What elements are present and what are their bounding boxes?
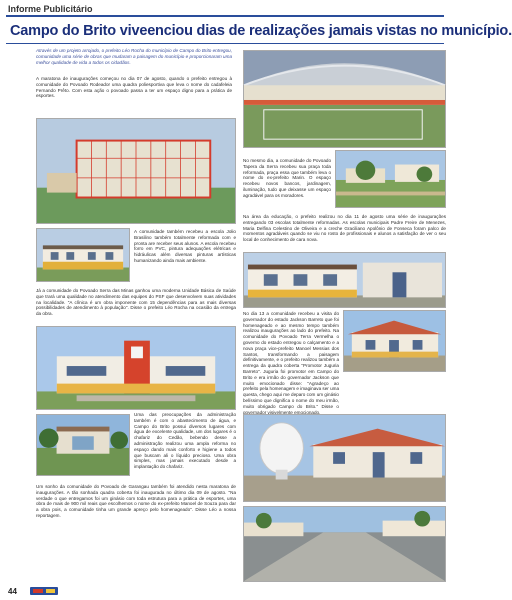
school-building-photo xyxy=(36,228,130,282)
page-headline: Campo do Brito viveenciou dias de realizações jamais vistas no município. xyxy=(10,23,512,39)
sports-court-photo xyxy=(36,118,236,224)
school-building-photo-2 xyxy=(243,252,446,308)
lead-paragraph: Através de um projeto arrojado, o prefeito Léo Rocha do município de Campo do Brito entregou, comunidade uma série de obras que mudaram a paisagem do município e proporcionaram uma melhor qualidade de vida a todos os cidadãos. xyxy=(36,48,232,65)
health-clinic-photo xyxy=(36,326,236,410)
gym-interior-photo xyxy=(243,50,446,148)
paragraph-health-clinic: Já a comunidade do Povoado Serra das Minas ganhou uma moderna Unidade Básica de Saúde que trará uma qualidade no atendimento das equipes do PSF que desenvolvem suas atividades na localidade. "A clínica é um obra imponente com 15 dependências para as mais diversas possibilidades de atendimento à população". Disse o prefeito Léo Rocha na ocasião da entrega da obra. xyxy=(36,288,236,317)
paragraph-tapera: No mesmo dia, a comunidade do Povoado Tapera da Serra recebeu sua praça toda reformada, praça essa que também leva o nome do ex-prefeito Marin. O espaço recebeu novos bancos, jardinagem, iluminação, tudo que deixasse um espaço agradável para os moradores. xyxy=(243,158,331,198)
street-paving-photo xyxy=(243,506,446,582)
town-square-photo xyxy=(335,150,446,208)
section-label: Informe Publicitário xyxy=(8,4,93,14)
paragraph-garangau: Um sonho da comunidade do Povoado de Garangau também foi atendido nesta maratona de inaugurações. A tão sonhada quadra coberta foi inaugurada no último dia 09 de agosto. "Na verdade o que entregamos foi um ginásio com toda estrutura para a prática de esportes, uma obra de mais de 900 mil reais que escolhemos o nome do ex-prefeito Manoel de Souza para dar a obra pois, a comunidade tinha um grande apreço pelo homenageado". Disse Léo a nossa reportagem. xyxy=(36,484,236,518)
balloon-event-photo xyxy=(243,414,446,502)
paragraph-governor-visit: No dia 13 a comunidade recebeu a visita do governador do estado Jackson Barreto que foi homenageado e ao mesmo tempo também realizou inaugurações ao lado do prefeito. Na comunidade do Povoado Terra Vermelha o governo do estado entregou o calçamento e a nova praça vice-prefeito Manoel Messias dos Santos, transformando a paisagem definitivamente, e o prefeito realizou também a entrega da quadra coberta "Promotor Juguria Barreto". Juguria foi promotor em Campo do Brito e era irmão do governador Jackson que muito emocionado disse: "Agradeço ao prefeito pela homenagem e imaginava ser uma questa, chego aqui me deparo com um ginásio belíssimo que dignifica o nome do meu irmão, muito obrigado Campo do Brito." Disse o governador visivelmente emocionado. xyxy=(243,311,340,415)
headline-rule xyxy=(6,43,444,44)
page-number: 44 xyxy=(8,587,17,596)
paragraph-jolio-school: A comunidade também recebeu a escola Jolio Brasilino também totalmente reformada com e pronta are receber seus alunos. A escola recebeu forro em PVC, pintura adequações elétricas e hidráulicas além diversas pinturas artísticas humanizando ainda mais ambiente. xyxy=(134,229,236,263)
paragraph-fountain: Uma das preocupações da administração também é com o abastecimento de água, e Campo do Brito possui diversos lugares com água de excelente qualidade, um dos lugares é o chafariz do Cedão, bebendo desse a administração realizou uma ampla reforma no espaço dando mais conforto e higiene a todos que buscam ali o líquido precioso. Uma obra simples, mas jamais executado desde a implantação do chafariz. xyxy=(134,412,236,470)
magazine-logo-icon xyxy=(30,587,58,595)
covered-court-photo xyxy=(343,310,446,372)
header-rule xyxy=(6,15,444,17)
paragraph-rodeador: A maratona de inaugurações começou no dia 07 de agosto, quando o prefeito entregou à comunidade do Povoado Rodeador uma quadra poliesportiva que leva o nome do cadafeleia Fernando Prêto. Com esta ação o povoado passa a ter um espaço digno para a prática de esportes. xyxy=(36,76,232,99)
fountain-photo xyxy=(36,414,130,476)
paragraph-schools: Na área da educação, o prefeito realizou no dia 11 de agosto uma série de inaugurações entregando 03 escolas totalmente reformadas. As escolas municipais Padre Freire de Menezes, Maria Delfina Celestino de Oliveira e a creche Graciliano Apolônio de Fonseca foram palco de momentos agradáveis quando se viu no rosto de profissionais e alunos a satisfação de ver o seu local de conhecimento de cara nova. xyxy=(243,214,446,243)
